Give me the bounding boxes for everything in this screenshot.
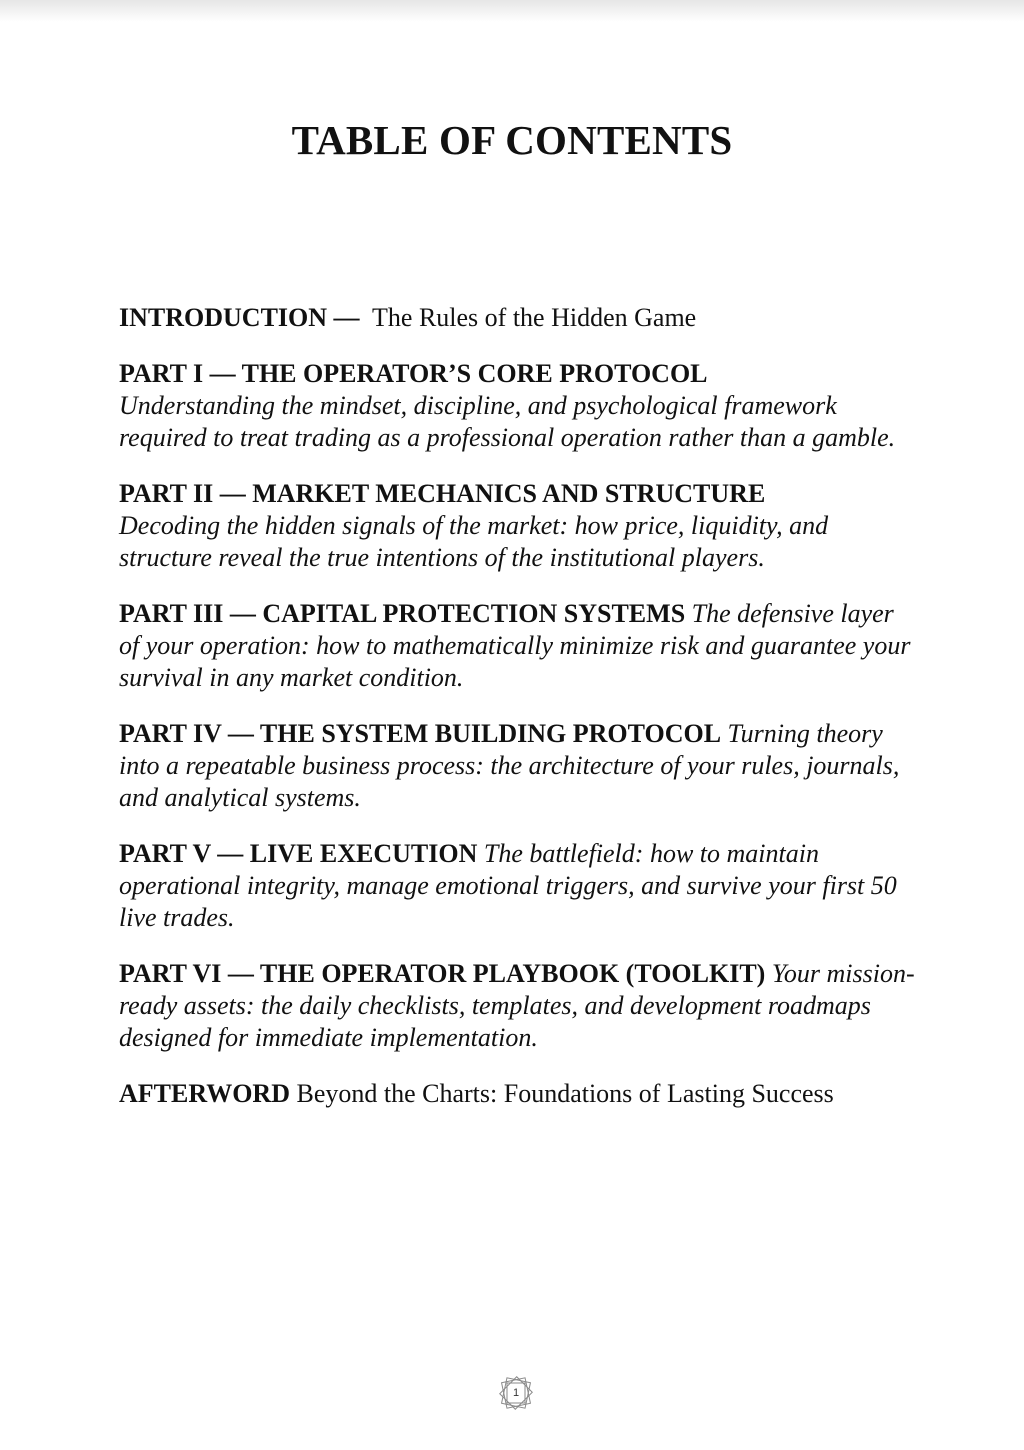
toc-description-part-2: Decoding the hidden signals of the market: how price, liquidity, and structure reveal the true intentions of the institutional players. bbox=[119, 511, 829, 572]
toc-entry-part-2 bbox=[119, 478, 919, 574]
toc-entry-introduction bbox=[119, 302, 919, 334]
page-number: 1 bbox=[512, 1387, 520, 1399]
toc-heading-part-1: PART I — THE OPERATOR’S CORE PROTOCOL bbox=[119, 359, 708, 388]
toc-description-part-3: The defensive layer of your operation: how to mathematically minimize risk and guarantee your survival in any market condition. bbox=[119, 599, 911, 692]
toc-description-part-4: Turning theory into a repeatable business process: the architecture of your rules, journals, and analytical systems. bbox=[119, 719, 900, 812]
toc-entry-part-5 bbox=[119, 838, 919, 934]
toc-entry-part-4 bbox=[119, 718, 919, 814]
toc-entry-afterword bbox=[119, 1078, 919, 1110]
toc-description-part-6: Your mission-ready assets: the daily checklists, templates, and development roadmaps designed for immediate implementation. bbox=[119, 959, 915, 1052]
toc-text-afterword: Beyond the Charts: Foundations of Lasting Success bbox=[296, 1079, 834, 1108]
toc-entry-part-6 bbox=[119, 958, 919, 1054]
toc-description-part-1: Understanding the mindset, discipline, and psychological framework required to treat trading as a professional operation rather than a gamble. bbox=[119, 391, 896, 452]
toc-entry-part-3 bbox=[119, 598, 919, 694]
toc-heading-part-2: PART II — MARKET MECHANICS AND STRUCTURE bbox=[119, 479, 766, 508]
toc-heading-introduction: INTRODUCTION — bbox=[119, 303, 360, 332]
page-number-ornament-icon bbox=[490, 1370, 542, 1416]
toc-heading-part-5: PART V — LIVE EXECUTION bbox=[119, 839, 478, 868]
toc-entry-part-1 bbox=[119, 358, 919, 454]
toc-heading-afterword: AFTERWORD bbox=[119, 1079, 290, 1108]
table-of-contents bbox=[119, 302, 919, 1134]
toc-description-part-5: The battlefield: how to maintain operational integrity, manage emotional triggers, and survive your first 50 live trades. bbox=[119, 839, 897, 932]
page-title: TABLE OF CONTENTS bbox=[291, 117, 733, 163]
toc-heading-part-3: PART III — CAPITAL PROTECTION SYSTEMS bbox=[119, 599, 686, 628]
toc-text-introduction: The Rules of the Hidden Game bbox=[372, 303, 697, 332]
toc-heading-part-4: PART IV — THE SYSTEM BUILDING PROTOCOL bbox=[119, 719, 722, 748]
toc-heading-part-6: PART VI — THE OPERATOR PLAYBOOK (TOOLKIT) bbox=[119, 959, 766, 988]
